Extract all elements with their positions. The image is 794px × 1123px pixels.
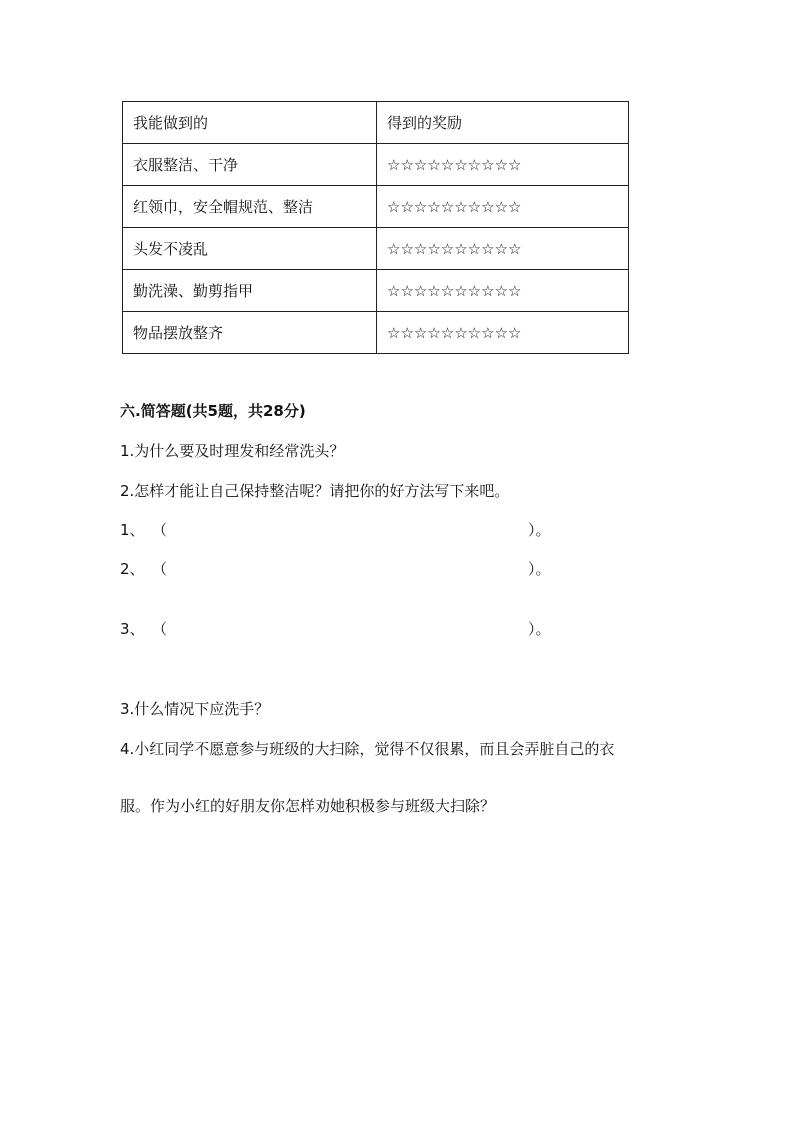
table-cell-stars: ☆☆☆☆☆☆☆☆☆☆ [377,144,629,186]
table-cell-stars: ☆☆☆☆☆☆☆☆☆☆ [377,186,629,228]
table-row [123,312,629,354]
blank-open-paren: （ [152,521,168,539]
table-row [123,270,629,312]
table-header-row [123,102,629,144]
blank-open-paren: （ [152,620,168,638]
table-cell-stars: ☆☆☆☆☆☆☆☆☆☆ [377,312,629,354]
question-4-line-1: 4.小红同学不愿意参与班级的大扫除，觉得不仅很累，而且会弄脏自己的衣 [120,740,615,758]
section-title: 六.简答题(共5题，共28分) [120,402,306,420]
question-2: 2.怎样才能让自己保持整洁呢？请把你的好方法写下来吧。 [120,482,510,500]
table-cell-stars: ☆☆☆☆☆☆☆☆☆☆ [377,228,629,270]
table-cell-item: 头发不凌乱 [123,228,377,270]
blank-number: 3、 [120,620,145,638]
blank-number: 2、 [120,560,145,578]
table-header-cell: 得到的奖励 [377,102,629,144]
question-4-line-2: 服。作为小红的好朋友你怎样劝她积极参与班级大扫除？ [120,797,496,815]
question-1: 1.为什么要及时理发和经常洗头？ [120,442,345,460]
table-row [123,228,629,270]
table-cell-item: 衣服整洁、干净 [123,144,377,186]
blank-close-paren: ）。 [528,521,551,539]
table-header-cell: 我能做到的 [123,102,377,144]
question-3: 3.什么情况下应洗手？ [120,700,270,718]
blank-close-paren: ）。 [528,620,551,638]
table-cell-item: 物品摆放整齐 [123,312,377,354]
table-cell-stars: ☆☆☆☆☆☆☆☆☆☆ [377,270,629,312]
blank-open-paren: （ [152,560,168,578]
table-cell-item: 勤洗澡、勤剪指甲 [123,270,377,312]
table-row [123,144,629,186]
reward-table [122,101,629,354]
table-cell-item: 红领巾，安全帽规范、整洁 [123,186,377,228]
blank-number: 1、 [120,521,145,539]
table-row [123,186,629,228]
blank-close-paren: ）。 [528,560,551,578]
